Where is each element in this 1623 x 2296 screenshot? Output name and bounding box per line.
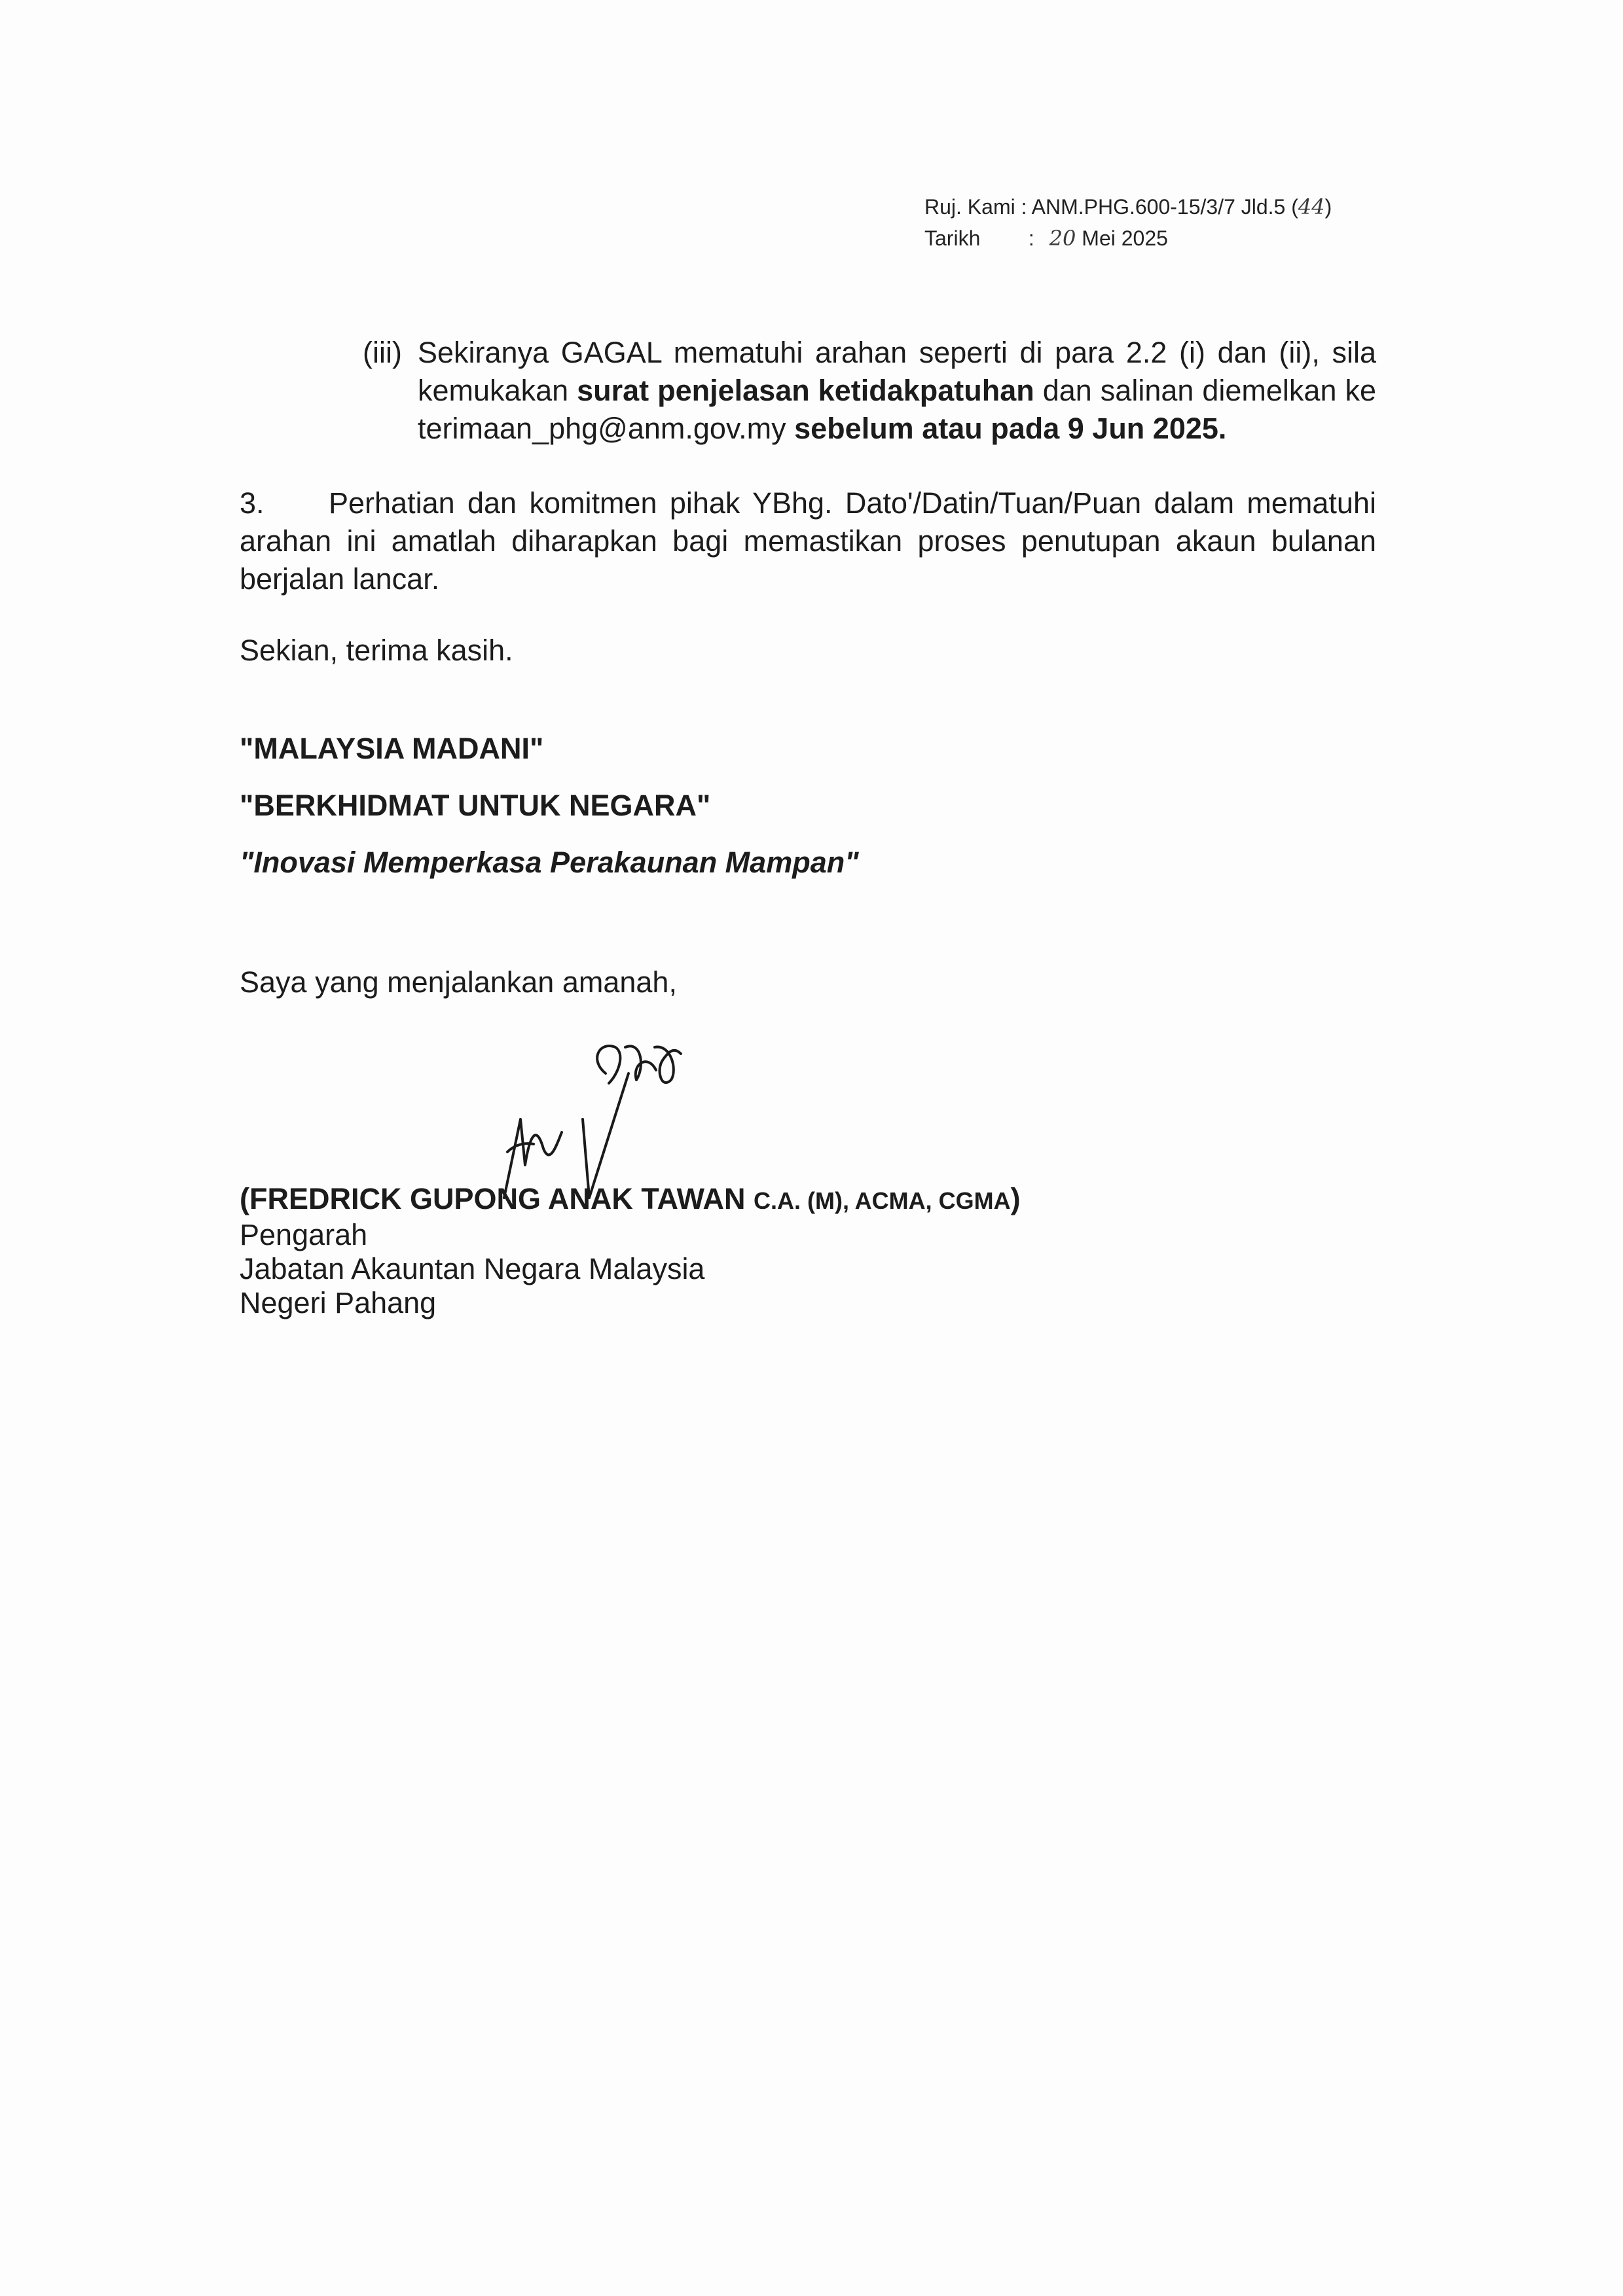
signer-block <box>240 1182 1021 1320</box>
reference-block <box>924 191 1332 254</box>
signature-image <box>484 1034 707 1204</box>
signer-state: Negeri Pahang <box>240 1286 437 1319</box>
date-handwritten-day: 20 <box>1049 226 1076 251</box>
motto-berkhidmat: "BERKHIDMAT UNTUK NEGARA" <box>240 789 711 822</box>
date-label: Tarikh <box>924 226 981 250</box>
motto-inovasi: "Inovasi Memperkasa Perakaunan Mampan" <box>240 846 859 879</box>
item-iii-bold-2: sebelum atau pada 9 Jun 2025. <box>794 412 1227 445</box>
signer-department: Jabatan Akauntan Negara Malaysia <box>240 1252 705 1285</box>
paragraph-3-text: Perhatian dan komitmen pihak YBhg. Dato'/Datin/Tuan/Puan dalam mematuhi arahan ini amatlah diharapkan bagi memastikan proses penutupan akaun bulanan berjalan lancar. <box>240 486 1376 596</box>
paragraph-3-number: 3. <box>240 486 264 520</box>
paragraph-3 <box>240 484 1376 598</box>
reference-value: ANM.PHG.600-15/3/7 Jld.5 ( <box>1031 195 1298 219</box>
item-iii-text-1: Sekiranya GAGAL mematuhi arahan seperti di para 2.2 (i) dan (ii), sila kemukakan <box>418 336 1376 407</box>
reference-label: Ruj. Kami : <box>924 195 1027 219</box>
signer-name-line <box>240 1182 1021 1218</box>
trust-line: Saya yang menjalankan amanah, <box>240 965 677 999</box>
item-iii-text-2: dan salinan diemelkan ke terimaan_phg@anm.gov.my <box>418 374 1376 445</box>
item-iii-text <box>418 334 1376 448</box>
signer-title: Pengarah <box>240 1218 368 1251</box>
reference-handwritten-number: 44 <box>1298 194 1325 219</box>
closing-line: Sekian, terima kasih. <box>240 634 513 667</box>
item-iii-bold-1: surat penjelasan ketidakpatuhan <box>577 374 1034 407</box>
item-iii-paragraph <box>363 334 1376 448</box>
signer-name-close: ) <box>1010 1182 1021 1215</box>
date-separator: : <box>1028 226 1034 250</box>
date-month-year: Mei 2025 <box>1082 226 1168 250</box>
item-iii-number: (iii) <box>363 336 402 369</box>
motto-malaysia-madani: "MALAYSIA MADANI" <box>240 732 544 765</box>
signer-name: (FREDRICK GUPONG ANAK TAWAN <box>240 1182 754 1215</box>
signer-qualifications: C.A. (M), ACMA, CGMA <box>753 1187 1011 1214</box>
reference-row <box>924 191 1332 223</box>
date-row <box>924 223 1332 254</box>
reference-close: ) <box>1324 195 1332 219</box>
